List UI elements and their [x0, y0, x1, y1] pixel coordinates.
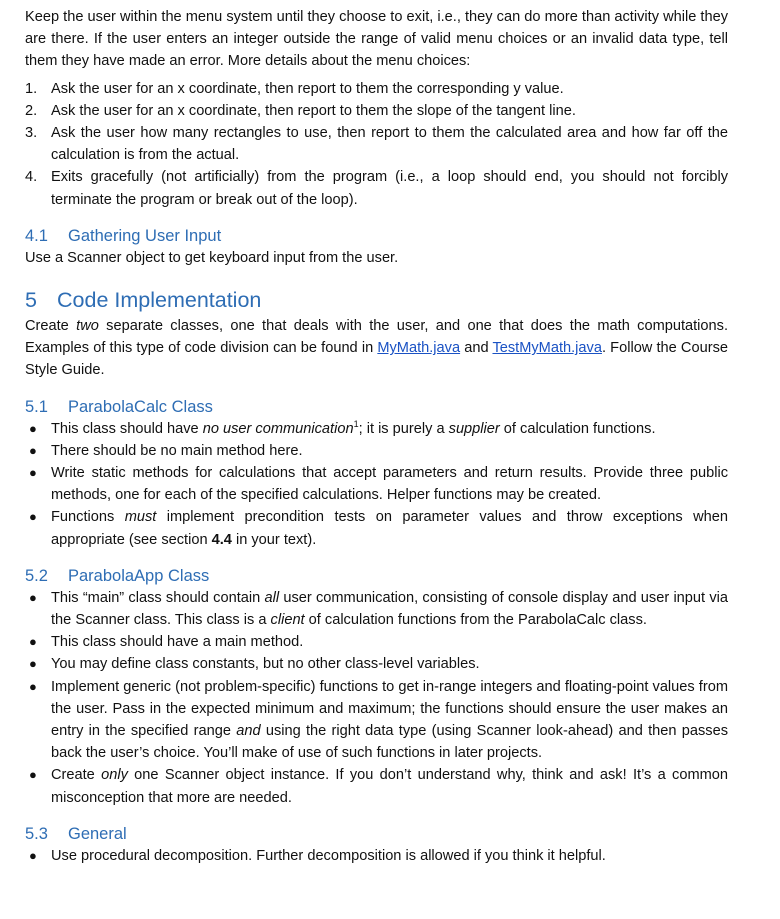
list-item-text: Ask the user for an x coordinate, then report to them the slope of the tangent line. — [51, 102, 576, 119]
list-item — [25, 440, 728, 462]
text-run: using the right data type (using Scanner look-ahead) and then passes back the user’s choice. You’ll make of use of such functions in later projects. — [51, 723, 728, 762]
text-run: of calculation functions from the ParabolaCalc class. — [304, 612, 647, 629]
text-run: This class should have a main method. — [51, 634, 304, 651]
text-run: Create — [51, 767, 102, 784]
text-run: This class should have — [51, 420, 203, 437]
list-item — [25, 653, 728, 675]
section-5-1-list — [25, 418, 728, 551]
section-number: 5.2 — [25, 566, 48, 585]
text-run: There should be no main method here. — [51, 442, 303, 459]
list-item — [25, 506, 728, 550]
text-run: Create — [25, 318, 77, 335]
list-number: 3. — [25, 125, 38, 142]
list-number: 4. — [25, 169, 38, 186]
emphasis-text: and — [236, 723, 261, 740]
list-item — [25, 166, 728, 210]
emphasis-text: client — [270, 612, 305, 629]
list-item — [25, 587, 728, 631]
text-run: ; it is purely a — [358, 420, 449, 437]
mymath-link[interactable]: MyMath.java — [377, 340, 461, 357]
section-number: 5 — [25, 288, 37, 313]
bullet-icon: ● — [29, 678, 37, 694]
heading-5 — [25, 286, 728, 314]
text-run: one Scanner object instance. If you don’t understand why, think and ask! It’s a common misconception that more are needed. — [51, 767, 729, 806]
list-item — [25, 78, 728, 100]
text-run: Write static methods for calculations that accept parameters and return results. Provide three public methods, one for each of the specified calculations. Helper functions may be created. — [51, 465, 728, 504]
emphasis-text: all — [264, 589, 280, 606]
text-run: of calculation functions. — [499, 420, 656, 437]
heading-4-1 — [25, 225, 728, 247]
text-run: separate classes, one that deals with the user, and one that does the math computations. Examples of this type of code division can be found in — [25, 318, 729, 357]
text-run: user communication, consisting of console display and user input via the Scanner class. This class is a — [51, 589, 728, 629]
text-run: You may define class constants, but no other class-level variables. — [51, 656, 480, 673]
section-number: 5.1 — [25, 397, 48, 416]
section-title: ParabolaApp Class — [68, 566, 210, 585]
bullet-icon: ● — [29, 442, 37, 458]
list-item — [25, 418, 728, 440]
menu-choices-list — [25, 78, 728, 211]
emphasis-text: supplier — [448, 420, 500, 437]
text-run: in your text). — [231, 531, 317, 548]
section-number: 4.1 — [25, 226, 48, 245]
emphasis-text: no user communication — [202, 420, 354, 437]
intro-paragraph: Keep the user within the menu system until they choose to exit, i.e., they can do more than activity while they are there. If the user enters an integer outside the range of valid menu choices or an invalid data type, tell them they have made an error. More details about the menu choices: — [25, 9, 728, 70]
list-item — [25, 845, 728, 867]
section-title: Gathering User Input — [68, 226, 222, 245]
section-4-1-body: Use a Scanner object to get keyboard input from the user. — [25, 249, 399, 266]
section-title: General — [68, 824, 127, 843]
text-run: implement precondition tests on parameter values and throw exceptions when appropriate (see section — [51, 509, 728, 548]
heading-5-1 — [25, 396, 728, 418]
bullet-icon: ● — [29, 767, 37, 783]
bullet-icon: ● — [29, 656, 37, 672]
emphasis-text: must — [124, 509, 157, 526]
list-item — [25, 764, 728, 808]
list-item — [25, 462, 728, 506]
bullet-icon: ● — [29, 465, 37, 481]
list-number: 2. — [25, 102, 38, 119]
bold-text: 4.4 — [211, 531, 232, 548]
bullet-icon: ● — [29, 509, 37, 525]
testmymath-link[interactable]: TestMyMath.java — [492, 340, 602, 357]
emphasis-text: only — [101, 767, 128, 784]
list-item-text: Ask the user how many rectangles to use, then report to them the calculated area and how far off the calculation is from the actual. — [51, 125, 728, 164]
list-item — [25, 631, 728, 653]
text-run: . Follow the Course Style Guide. — [25, 340, 728, 379]
text-run: and — [460, 340, 493, 357]
list-item — [25, 100, 728, 122]
text-run: This “main” class should contain — [51, 589, 265, 606]
bullet-icon: ● — [29, 847, 37, 863]
bullet-icon: ● — [29, 634, 37, 650]
bullet-icon: ● — [29, 589, 37, 605]
section-5-2-list — [25, 587, 728, 809]
section-number: 5.3 — [25, 824, 48, 843]
text-run: Use procedural decomposition. Further decomposition is allowed if you think it helpful. — [51, 847, 606, 864]
list-item — [25, 676, 728, 765]
emphasis-text: two — [76, 318, 99, 335]
bullet-icon: ● — [29, 420, 37, 436]
section-title: ParabolaCalc Class — [68, 397, 213, 416]
section-5-body — [25, 315, 728, 382]
text-run: Implement generic (not problem-specific) functions to get in-range integers and floating-point values from the user. Pass in the expected minimum and maximum; the functions should ensure the user makes an entry in the specified range — [51, 678, 728, 740]
heading-5-3 — [25, 823, 728, 845]
text-run: Functions — [51, 509, 125, 526]
heading-5-2 — [25, 565, 728, 587]
section-title: Code Implementation — [57, 288, 262, 313]
list-item — [25, 122, 728, 166]
footnote-ref[interactable]: 1 — [353, 418, 359, 429]
list-item-text: Exits gracefully (not artificially) from the program (i.e., a loop should end, you should not forcibly terminate the program or break out of the loop). — [51, 169, 728, 208]
list-item-text: Ask the user for an x coordinate, then report to them the corresponding y value. — [51, 80, 564, 97]
section-5-3-list — [25, 845, 728, 867]
list-number: 1. — [25, 80, 38, 97]
